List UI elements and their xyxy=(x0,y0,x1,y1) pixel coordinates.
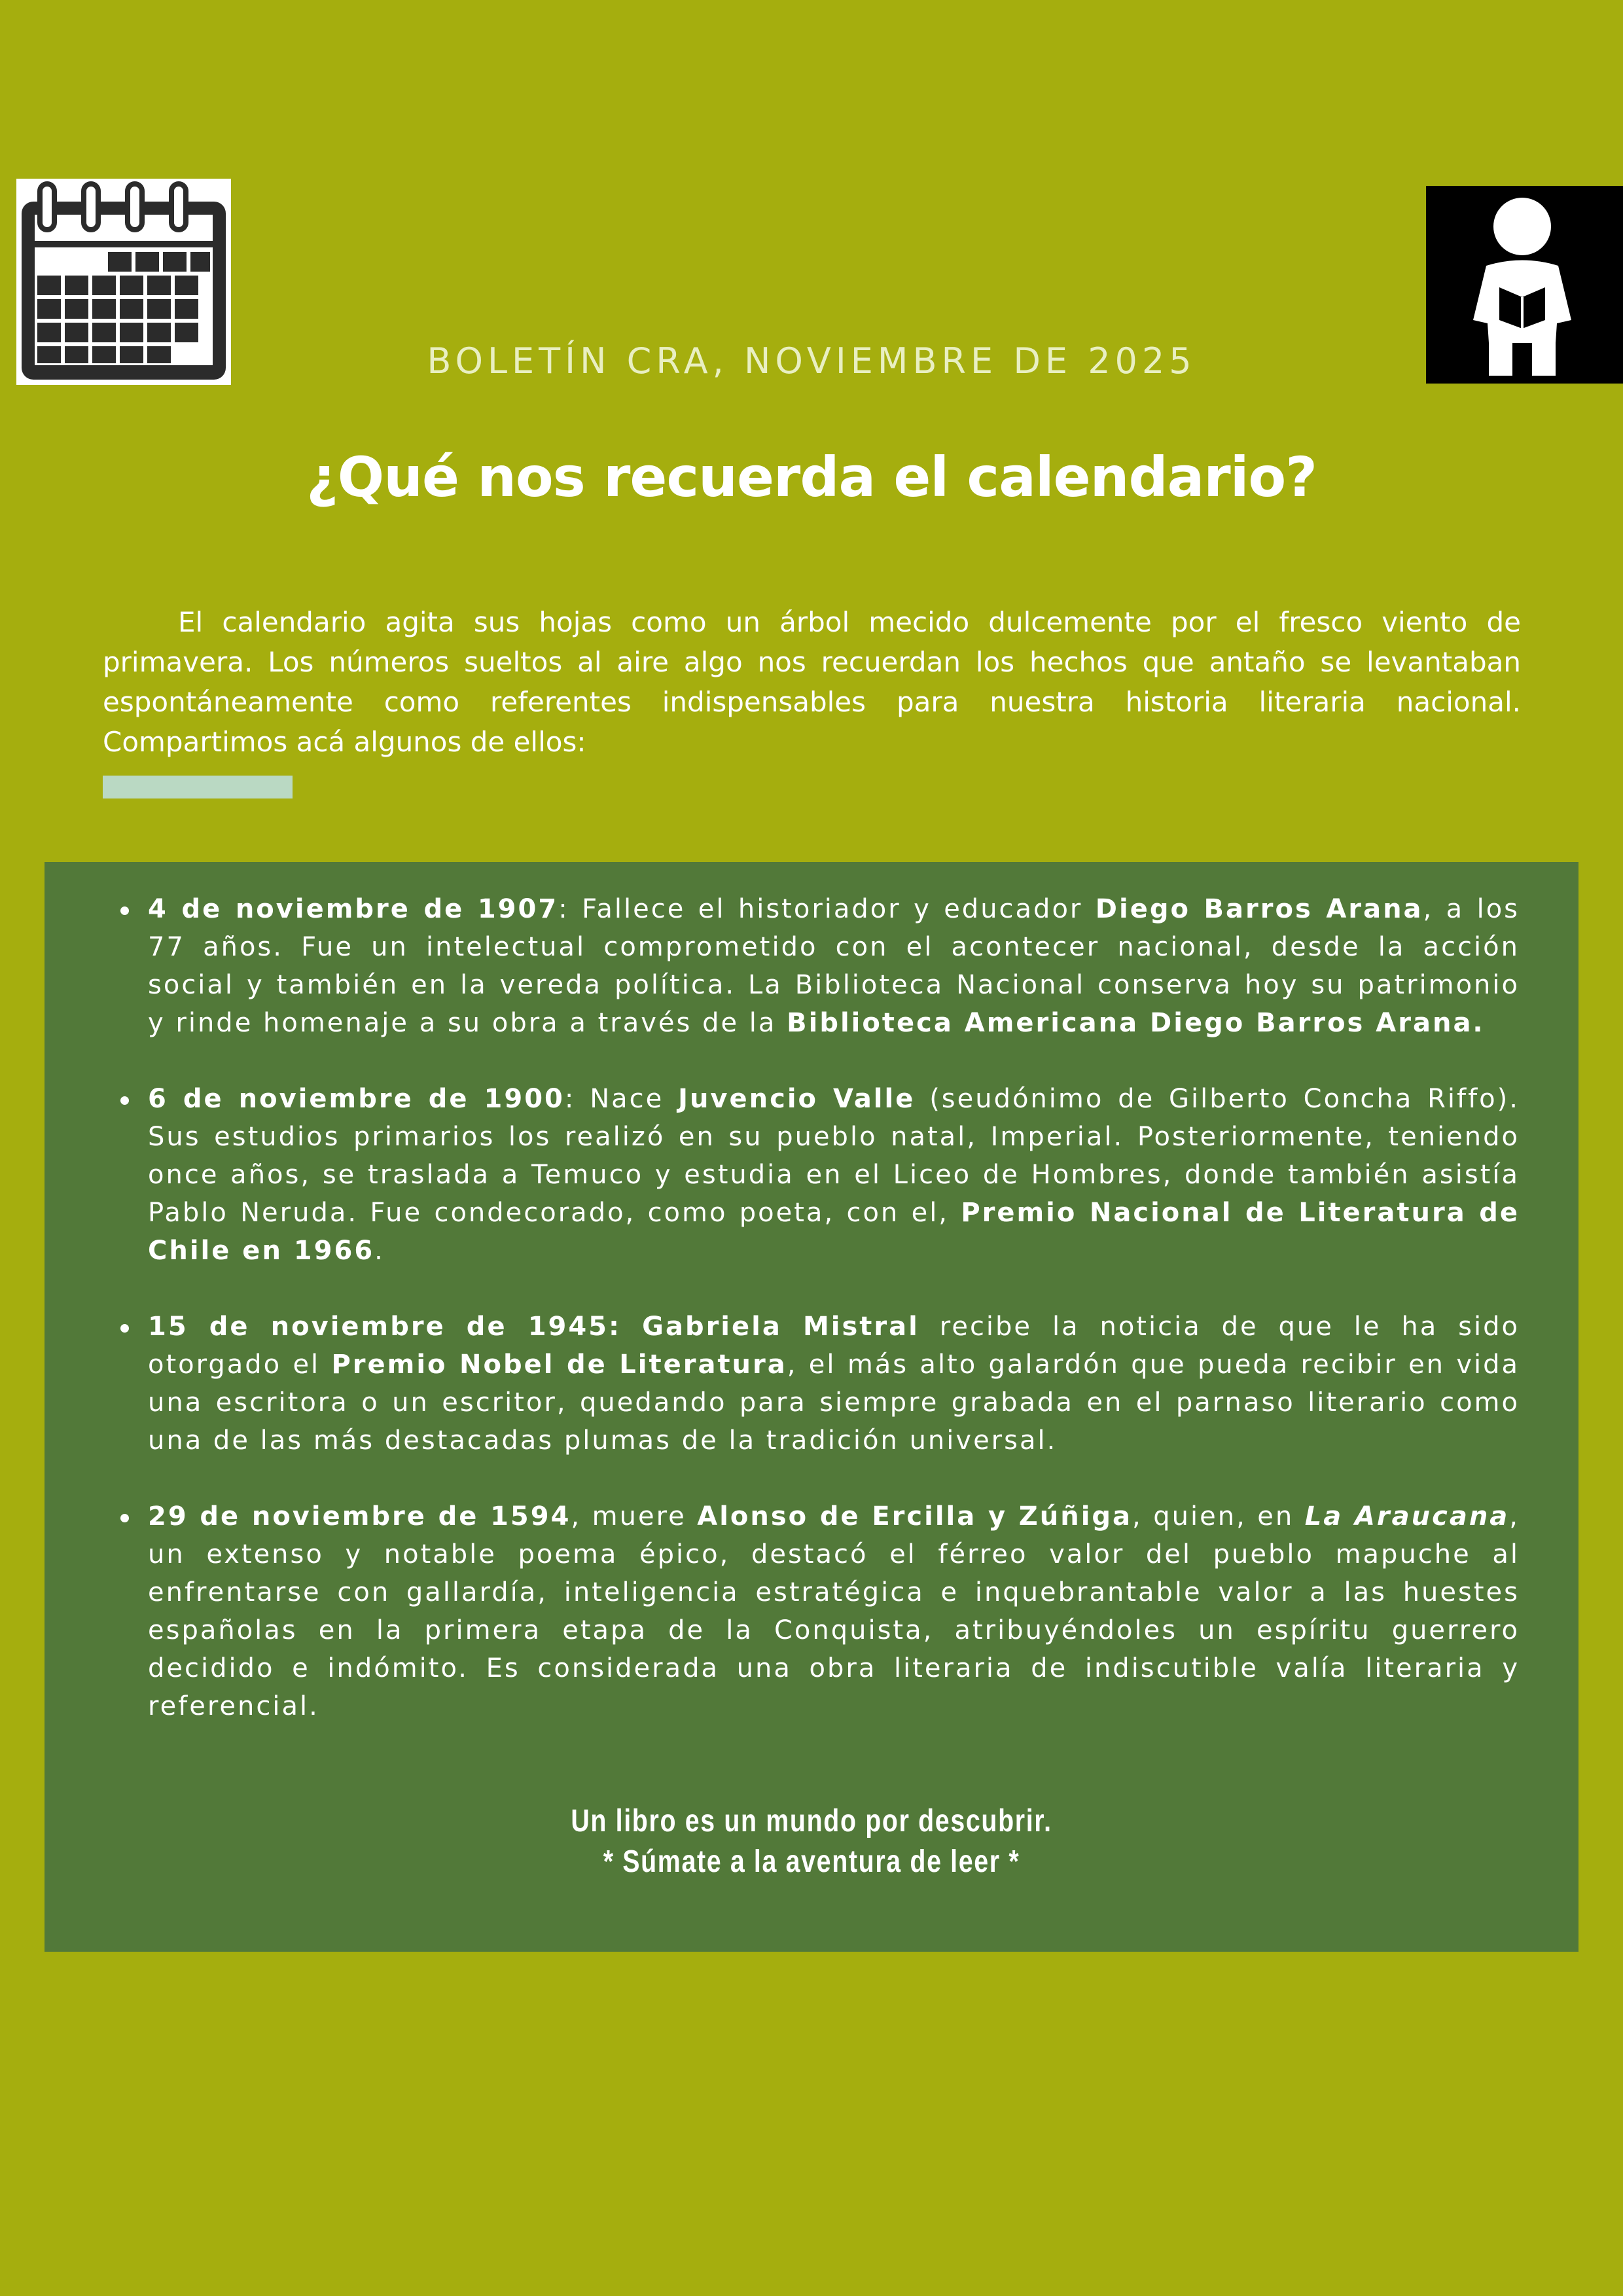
closing-line-2: * Súmate a la aventura de leer * xyxy=(603,1844,1020,1879)
events-list xyxy=(148,890,1520,1763)
event-date: 15 de noviembre de 1945: Gabriela Mistral xyxy=(148,1312,919,1342)
event-date: 6 de noviembre de 1900 xyxy=(148,1084,565,1114)
closing-line-1: Un libro es un mundo por descubrir. xyxy=(571,1804,1052,1839)
event-date: 4 de noviembre de 1907 xyxy=(148,894,559,924)
event-item: 4 de noviembre de 1907: Fallece el historiador y educador Diego Barros Arana, a los 77 años. Fue un intelectual comprometido con el acontecer nacional, desde la acción social y también en la vereda política. La Biblioteca Nacional conserva hoy su patrimonio y rinde homenaje a su obra a través de la Biblioteca Americana Diego Barros Arana. xyxy=(148,890,1520,1042)
event-date: 29 de noviembre de 1594 xyxy=(148,1501,571,1532)
intro-paragraph: El calendario agita sus hojas como un árbol mecido dulcemente por el fresco viento de primavera. Los números sueltos al aire algo nos recuerdan los hechos que antaño se levantaban espontáneamente como referentes indispensables para nuestra historia literaria nacional. Compartimos acá algunos de ellos: xyxy=(103,606,1521,758)
closing-message xyxy=(0,1801,1623,1882)
event-item: 29 de noviembre de 1594, muere Alonso de Ercilla y Zúñiga, quien, en La Araucana, un extenso y notable poema épico, destacó el férreo valor del pueblo mapuche al enfrentarse con gallardía, inteligencia estratégica e inquebrantable valor a las huestes españolas en la primera etapa de la Conquista, atribuyéndoles un espíritu guerrero decidido e indómito. Es considerada una obra literaria de indiscutible valía literaria y referencial. xyxy=(148,1498,1520,1725)
event-item: 15 de noviembre de 1945: Gabriela Mistral recibe la noticia de que le ha sido otorgado el Premio Nobel de Literatura, el más alto galardón que pueda recibir en vida una escritora o un escritor, quedando para siempre grabada en el parnaso literario como una de las más destacadas plumas de la tradición universal. xyxy=(148,1308,1520,1460)
accent-bar xyxy=(103,776,293,798)
page-title: ¿Qué nos recuerda el calendario? xyxy=(306,445,1317,509)
event-item: 6 de noviembre de 1900: Nace Juvencio Valle (seudónimo de Gilberto Concha Riffo). Sus estudios primarios los realizó en su pueblo natal, Imperial. Posteriormente, teniendo once años, se traslada a Temuco y estudia en el Liceo de Hombres, donde también asistía Pablo Neruda. Fue condecorado, como poeta, con el, Premio Nacional de Literatura de Chile en 1966. xyxy=(148,1080,1520,1270)
bulletin-kicker: BOLETÍN CRA, NOVIEMBRE DE 2025 xyxy=(427,340,1196,382)
